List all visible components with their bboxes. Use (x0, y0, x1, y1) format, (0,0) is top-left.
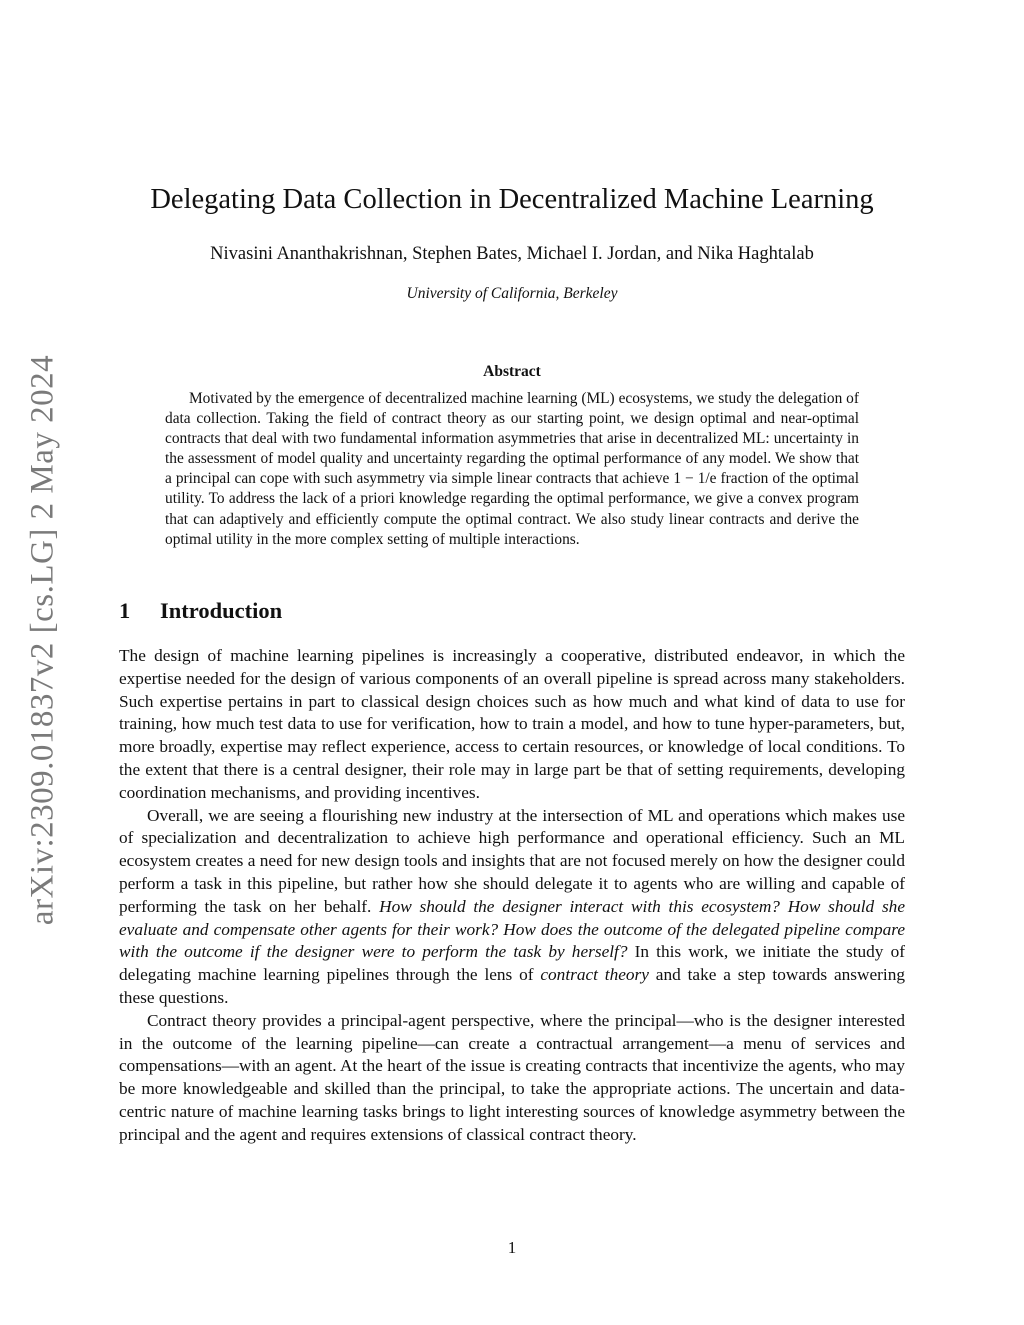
paragraph-2-questions: How should the designer interact with this ecosystem? How should she evaluate and compensate other agents for their work? How does the outcome of the delegated pipeline compare with the outcome if the designer were to perform the task by herself? (119, 896, 905, 962)
affiliation: University of California, Berkeley (406, 285, 618, 302)
paragraph-3: Contract theory provides a principal-agent perspective, where the principal—who is the designer interested in the outcome of the learning pipeline—can create a contractual arrangement—a menu of services and compensations—with an agent. At the heart of the issue is creating contracts that incentivize the agents, who may be more knowledgeable and skilled than the principal, to take the appropriate actions. The uncertain and data-centric nature of machine learning tasks brings to light interesting sources of knowledge asymmetry between the principal and the agent and requires extensions of classical contract theory. (119, 1010, 905, 1144)
section-number: 1 (119, 598, 131, 623)
abstract-text: Motivated by the emergence of decentralized machine learning (ML) ecosystems, we study the delegation of data collection. Taking the field of contract theory as our starting point, we design optimal and near-optimal contracts that deal with two fundamental information asymmetries that arise in decentralized ML: uncertainty in the assessment of model quality and uncertainty regarding the optimal performance of any model. We show that a principal can cope with such asymmetry via simple linear contracts that achieve 1 − 1/e fraction of the optimal utility. To address the lack of a priori knowledge regarding the optimal performance, we give a convex program that can adaptively and efficiently compute the optimal contract. We also study linear contracts and derive the optimal utility in the more complex setting of multiple interactions. (165, 390, 859, 548)
paragraph-2 (119, 805, 905, 1010)
paper-title: Delegating Data Collection in Decentralized Machine Learning (150, 184, 874, 215)
introduction-body (119, 645, 905, 1147)
paragraph-2-part-b: In this work, we initiate the study of delegating machine learning pipelines through the lens of (119, 942, 905, 985)
contract-theory-term: contract theory (540, 965, 649, 985)
paragraph-2-part-a: Overall, we are seeing a flourishing new industry at the intersection of ML and operations which makes use of specialization and decentralization to achieve high performance and operational efficiency. Such an ML ecosystem creates a need for new design tools and insights that are not focused merely on how the designer could perform a task in this pipeline, but rather how she should delegate it to agents who are willing and capable of performing the task on her behalf. (119, 805, 905, 916)
paragraph-1: The design of machine learning pipelines is increasingly a cooperative, distributed endeavor, in which the expertise needed for the design of various components of an overall pipeline is spread across many stakeholders. Such expertise pertains in part to classical design choices such as how much and what kind of data to use for training, how much test data to use for verification, how to train a model, and how to tune hyper-parameters, but, more broadly, expertise may reflect experience, access to certain resources, or knowledge of local conditions. To the extent that there is a central designer, their role may in large part be that of setting requirements, developing coordination mechanisms, and providing incentives. (119, 646, 905, 802)
page-number: 1 (507, 1238, 517, 1257)
section-title: Introduction (160, 598, 283, 623)
abstract-heading: Abstract (483, 363, 541, 380)
paragraph-2-part-c: and take a step towards answering these questions. (119, 965, 905, 1007)
arxiv-identifier-stamp: arXiv:2309.01837v2 [cs.LG] 2 May 2024 (24, 354, 61, 926)
author-list: Nivasini Ananthakrishnan, Stephen Bates, Michael I. Jordan, and Nika Haghtalab (210, 244, 814, 264)
section-heading (119, 598, 282, 624)
